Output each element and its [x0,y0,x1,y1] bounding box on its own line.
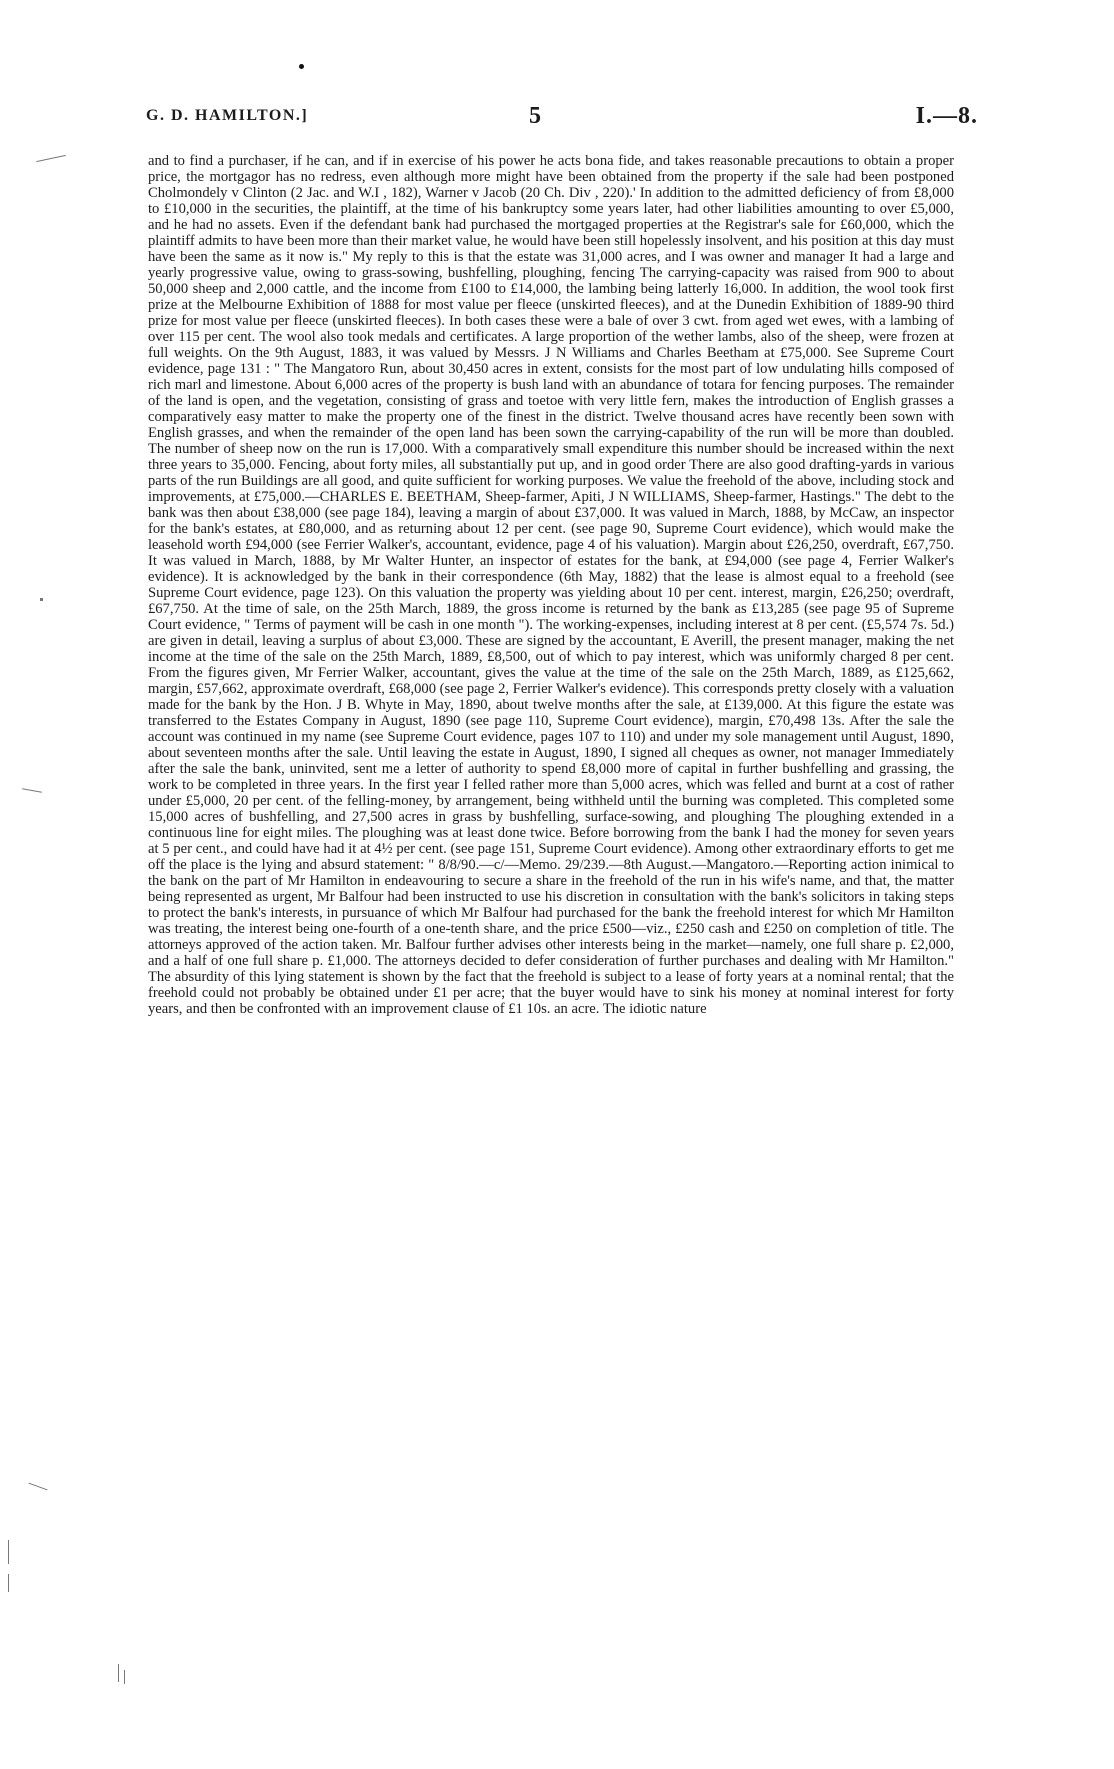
page-number: 5 [529,103,542,129]
margin-mark [118,1664,119,1682]
margin-mark [22,788,42,792]
ink-dot [299,64,304,69]
margin-mark [124,1670,125,1684]
margin-mark [36,155,66,162]
series-number: I.—8. [915,103,978,129]
margin-mark [8,1574,9,1592]
margin-mark [8,1540,9,1564]
margin-mark [40,598,43,601]
body-paragraph: and to find a purchaser, if he can, and if in exercise of his power he acts bona fide, and takes reasonable precautions to obtain a proper price, the mortgagor has no redress, even although more might have been obtained from the property if the sale had been postponed Cholmondely v Clinton (2 Jac. and W.I , 182), Warner v Jacob (20 Ch. Div , 220).' In addition to the admitted deficiency of from £8,000 to £10,000 in the securities, the plaintiff, at the time of his bankruptcy some years later, had other liabilities amounting to over £5,000, and he had no assets. Even if the defendant bank had purchased the mortgaged properties at the Registrar's sale for £60,000, which the plaintiff admits to have been more than their market value, he would have been still hopelessly insolvent, and his position at this day must have been the same as it now is." My reply to this is that the estate was 31,000 acres, and I was owner and manager It had a large and yearly progressive value, owing to grass-sowing, bushfelling, ploughing, fencing The carrying-capacity was raised from 900 to about 50,000 sheep and 2,000 cattle, and the income from £100 to £14,000, the lambing being latterly 16,000. In addition, the wool took first prize at the Melbourne Exhibition of 1888 for most value per fleece (unskirted fleeces), and at the Dunedin Exhibition of 1889-90 third prize for most value per fleece (unskirted fleeces). In both cases these were a bale of over 3 cwt. from aged wet ewes, with a lambing of over 115 per cent. The wool also took medals and certificates. A large proportion of the wether lambs, also of the sheep, were frozen at full weights. On the 9th August, 1883, it was valued by Messrs. J N Williams and Charles Beetham at £75,000. See Supreme Court evidence, page 131 : " The Mangatoro Run, about 30,450 acres in extent, consists for the most part of low undulating hills composed of rich marl and limestone. About 6,000 acres of the property is bush land with an abundance of totara for fencing purposes. The remainder of the land is open, and the vegetation, consisting of grass and toetoe with very little fern, makes the introduction of English grasses a comparatively easy matter to make the property one of the finest in the district. Twelve thousand acres have recently been sown with English grasses, and when the remainder of the open land has been sown the carrying-capability of the run will be more than doubled. The number of sheep now on the run is 17,000. With a comparatively small expenditure this number should be increased within the next three years to 35,000. Fencing, about forty miles, all substantially put up, and in good order There are also good drafting-yards in various parts of the run Buildings are all good, and quite sufficient for working purposes. We value the freehold of the above, including stock and improvements, at £75,000.—CHARLES E. BEETHAM, Sheep-farmer, Apiti, J N WILLIAMS, Sheep-farmer, Hastings." The debt to the bank was then about £38,000 (see page 184), leaving a margin of about £37,000. It was valued in March, 1888, by McCaw, an inspector for the bank's estates, at £80,000, and as returning about 12 per cent. (see page 90, Supreme Court evidence), which would make the leasehold worth £94,000 (see Ferrier Walker's, accountant, evidence, page 4 of his valuation). Margin about £26,250, overdraft, £67,750. It was valued in March, 1888, by Mr Walter Hunter, an inspector of estates for the bank, at £94,000 (see page 4, Ferrier Walker's evidence). It is acknowledged by the bank in their correspondence (6th May, 1882) that the lease is almost equal to a freehold (see Supreme Court evidence, page 123). On this valuation the property was yielding about 10 per cent. interest, margin, £26,250; overdraft, £67,750. At the time of sale, on the 25th March, 1889, the gross income is returned by the bank as £13,285 (see page 95 of Supreme Court evidence, " Terms of payment will be cash in one month "). The working-expenses, including interest at 8 per cent. (£5,574 7s. 5d.) are given in detail, leaving a surplus of about £3,000. These are signed by the accountant, E Averill, the present manager, making the net income at the time of the sale on the 25th March, 1889, £8,500, out of which to pay interest, which was uniformly charged 8 per cent. From the figures given, Mr Ferrier Walker, accountant, gives the value at the time of the sale on the 25th March, 1889, as £125,662, margin, £57,662, approximate overdraft, £68,000 (see page 2, Ferrier Walker's evidence). This corresponds pretty closely with a valuation made for the bank by the Hon. J B. Whyte in May, 1890, about twelve months after the sale, at £139,000. At this figure the estate was transferred to the Estates Company in August, 1890 (see page 110, Supreme Court evidence), margin, £70,498 13s. After the sale the account was continued in my name (see Supreme Court evidence, pages 107 to 110) and under my sole management until August, 1890, about seventeen months after the sale. Until leaving the estate in August, 1890, I signed all cheques as owner, not manager Immediately after the sale the bank, uninvited, sent me a letter of authority to spend £8,000 more of capital in further bushfelling and grassing, the work to be completed in three years. In the first year I felled rather more than 5,000 acres, which was felled and burnt at a cost of rather under £5,000, 20 per cent. of the felling-money, by arrangement, being withheld until the burning was completed. This completed some 15,000 acres of bushfelling, and 27,500 acres in grass by bushfelling, surface-sowing, and ploughing The ploughing extended in a continuous line for eight miles. The ploughing was at least done twice. Before borrowing from the bank I had the money for seven years at 5 per cent., and could have had it at 4½ per cent. (see page 151, Supreme Court evidence). Among other extraordinary efforts to get me off the place is the lying and absurd statement: " 8/8/90.—c/—Memo. 29/239.—8th August.—Mangatoro.—Reporting action inimical to the bank on the part of Mr Hamilton in endeavouring to secure a share in the freehold of the run in his wife's name, and that, the matter being represented as urgent, Mr Balfour had been instructed to use his discretion in consultation with the bank's solicitors in taking steps to protect the bank's interests, in pursuance of which Mr Balfour had purchased for the bank the freehold interest for which Mr Hamilton was treating, the interest being one-fourth of a one-tenth share, and the price £500—viz., £250 cash and £250 on completion of title. The attorneys approved of the action taken. Mr. Balfour further advises other interests being in the market—namely, one full share p. £2,000, and a half of one full share p. £1,000. The attorneys decided to defer consideration of further purchases and dealing with Mr Hamilton." The absurdity of this lying statement is shown by the fact that the freehold is subject to a lease of forty years at a nominal rental; that the freehold could not probably be obtained under £1 per acre; that the buyer would have to sink his money at nominal interest for forty years, and then be confronted with an improvement clause of £1 10s. an acre. The idiotic nature [148,153,954,1017]
margin-mark [28,1483,47,1491]
header-author: G. D. HAMILTON.] [146,107,309,124]
body-text [148,153,954,1017]
page-header [146,103,978,131]
